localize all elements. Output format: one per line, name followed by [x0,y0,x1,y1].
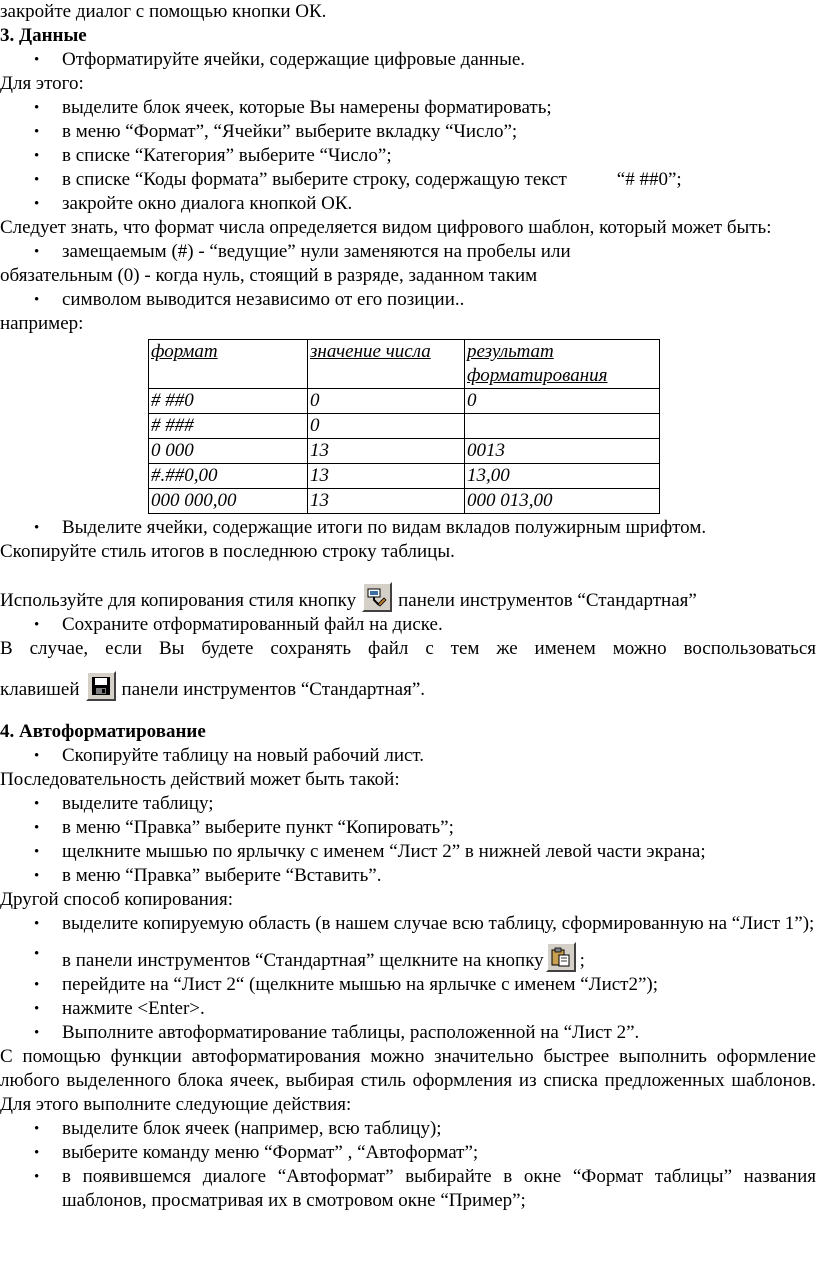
list-item: • нажмите <Enter>. [0,997,816,1021]
text-span: панели инструментов “Стандартная” [398,590,697,611]
text-span: клавишей [0,679,80,700]
example-label: например: [0,313,84,334]
paste-icon[interactable] [546,942,576,972]
mandatory-line: обязательным (0) - когда нуль, стоящий в разряде, заданном таким [0,265,538,286]
text-span: в панели инструментов “Стандартная” щелкните на кнопку [62,950,544,971]
sequence-label: Последовательность действий может быть такой: [0,769,400,790]
format-table [148,339,660,514]
table-cell: 13 [308,439,465,464]
table-cell [465,414,660,439]
table-cell: 0 000 [149,439,308,464]
section-4-steps [0,792,816,888]
list-item: • Отформатируйте ячейки, содержащие цифровые данные. [0,48,816,72]
text-span: Используйте для копирования стиля кнопку [0,590,357,611]
table-cell: 13,00 [465,464,660,489]
table-cell: 13 [308,489,465,514]
list-item: • Сохраните отформатированный файл на диске. [0,613,816,637]
table-row [149,389,660,414]
table-cell: 000 013,00 [465,489,660,514]
intro-line: закройте диалог с помощью кнопки ОК. [0,1,327,22]
list-item: • выделите копируемую область (в нашем случае всю таблицу, сформированную на “Лист 1”); [0,912,816,936]
table-cell: 000 000,00 [149,489,308,514]
text-span: панели инструментов “Стандартная”. [121,679,426,700]
section-4-steps-3 [0,1117,816,1213]
list-item: • щелкните мышью по ярлычку с именем “Лист 2” в нижней левой части экрана; [0,840,816,864]
table-cell: # ### [149,414,308,439]
list-item: • в списке “Категория” выберите “Число”; [0,144,816,168]
list-item: • замещаемым (#) - “ведущие” нули заменяются на пробелы или [0,240,816,264]
list-item: • Выполните автоформатирование таблицы, расположенной на “Лист 2”. [0,1021,816,1045]
symbol-list [0,288,816,312]
list-item: • символом выводится независимо от его позиции.. [0,288,816,312]
section-4-steps-2 [0,912,816,1045]
copy-style-line: Скопируйте стиль итогов в последнюю строку таблицы. [0,541,455,562]
text-span: ; [579,950,585,971]
table-cell: #.##0,00 [149,464,308,489]
table-header: значение числа [308,340,465,389]
list-item: • в меню “Правка” выберите “Вставить”. [0,864,816,888]
save-note-line-1: В случае, если Вы будете сохранять файл с тем же именем можно воспользоваться [0,638,816,659]
list-item: • Скопируйте таблицу на новый рабочий лист. [0,744,816,768]
table-cell: # ##0 [149,389,308,414]
section-3-title: 3. Данные [0,25,87,46]
other-way-label: Другой способ копирования: [0,889,233,910]
format-code: “# ##0”; [616,169,682,190]
table-header-row [149,340,660,389]
bold-list [0,516,816,540]
placeholder-list [0,240,816,264]
list-item: • выделите блок ячеек, которые Вы намерены форматировать; [0,96,816,120]
format-painter-icon[interactable] [362,582,392,612]
table-row [149,489,660,514]
section-3-steps [0,96,816,216]
floppy-disk-icon[interactable] [86,671,116,701]
table-header: формат [149,340,308,389]
autoformat-note: С помощью функции автоформатирования можно значительно быстрее выполнить оформление любого выделенного блока ячеек, выбирая стиль оформления из списка предложенных шаблонов. Для этого выполните следующие действия: [0,1046,816,1115]
table-row [149,439,660,464]
list-item: • перейдите на “Лист 2“ (щелкните мышью на ярлычке с именем “Лист2”); [0,973,816,997]
list-item: • выберите команду меню “Формат” , “Автоформат”; [0,1141,816,1165]
step-text: в списке “Коды формата” выберите строку, содержащую текст [62,169,567,190]
section-4-title: 4. Автоформатирование [0,721,206,742]
number-format-note: Следует знать, что формат числа определяется видом цифрового шаблон, который может быть: [0,217,772,238]
table-header: результат форматирования [465,340,660,389]
table-row [149,464,660,489]
list-item: • в меню “Формат”, “Ячейки” выберите вкладку “Число”; [0,120,816,144]
list-item: • в появившемся диалоге “Автоформат” выбирайте в окне “Формат таблицы” названия шаблонов, просматривая их в смотровом окне “Пример”; [0,1165,816,1213]
for-this-label: Для этого: [0,73,84,94]
table-cell: 0 [308,414,465,439]
table-row [149,414,660,439]
list-item: • выделите блок ячеек (например, всю таблицу); [0,1117,816,1141]
list-item: • выделите таблицу; [0,792,816,816]
section-4-list-1 [0,744,816,768]
save-note-line-2 [0,671,816,702]
table-cell: 0 [465,389,660,414]
table-cell: 0013 [465,439,660,464]
list-item [0,942,816,973]
list-item: • в меню “Правка” выберите пункт “Копировать”; [0,816,816,840]
list-item [0,168,816,192]
save-list [0,613,816,637]
table-cell: 13 [308,464,465,489]
section-3-list-1 [0,48,816,72]
list-item: • Выделите ячейки, содержащие итоги по видам вкладов полужирным шрифтом. [0,516,816,540]
use-format-painter-line [0,582,816,613]
list-item: • закройте окно диалога кнопкой ОК. [0,192,816,216]
table-cell: 0 [308,389,465,414]
